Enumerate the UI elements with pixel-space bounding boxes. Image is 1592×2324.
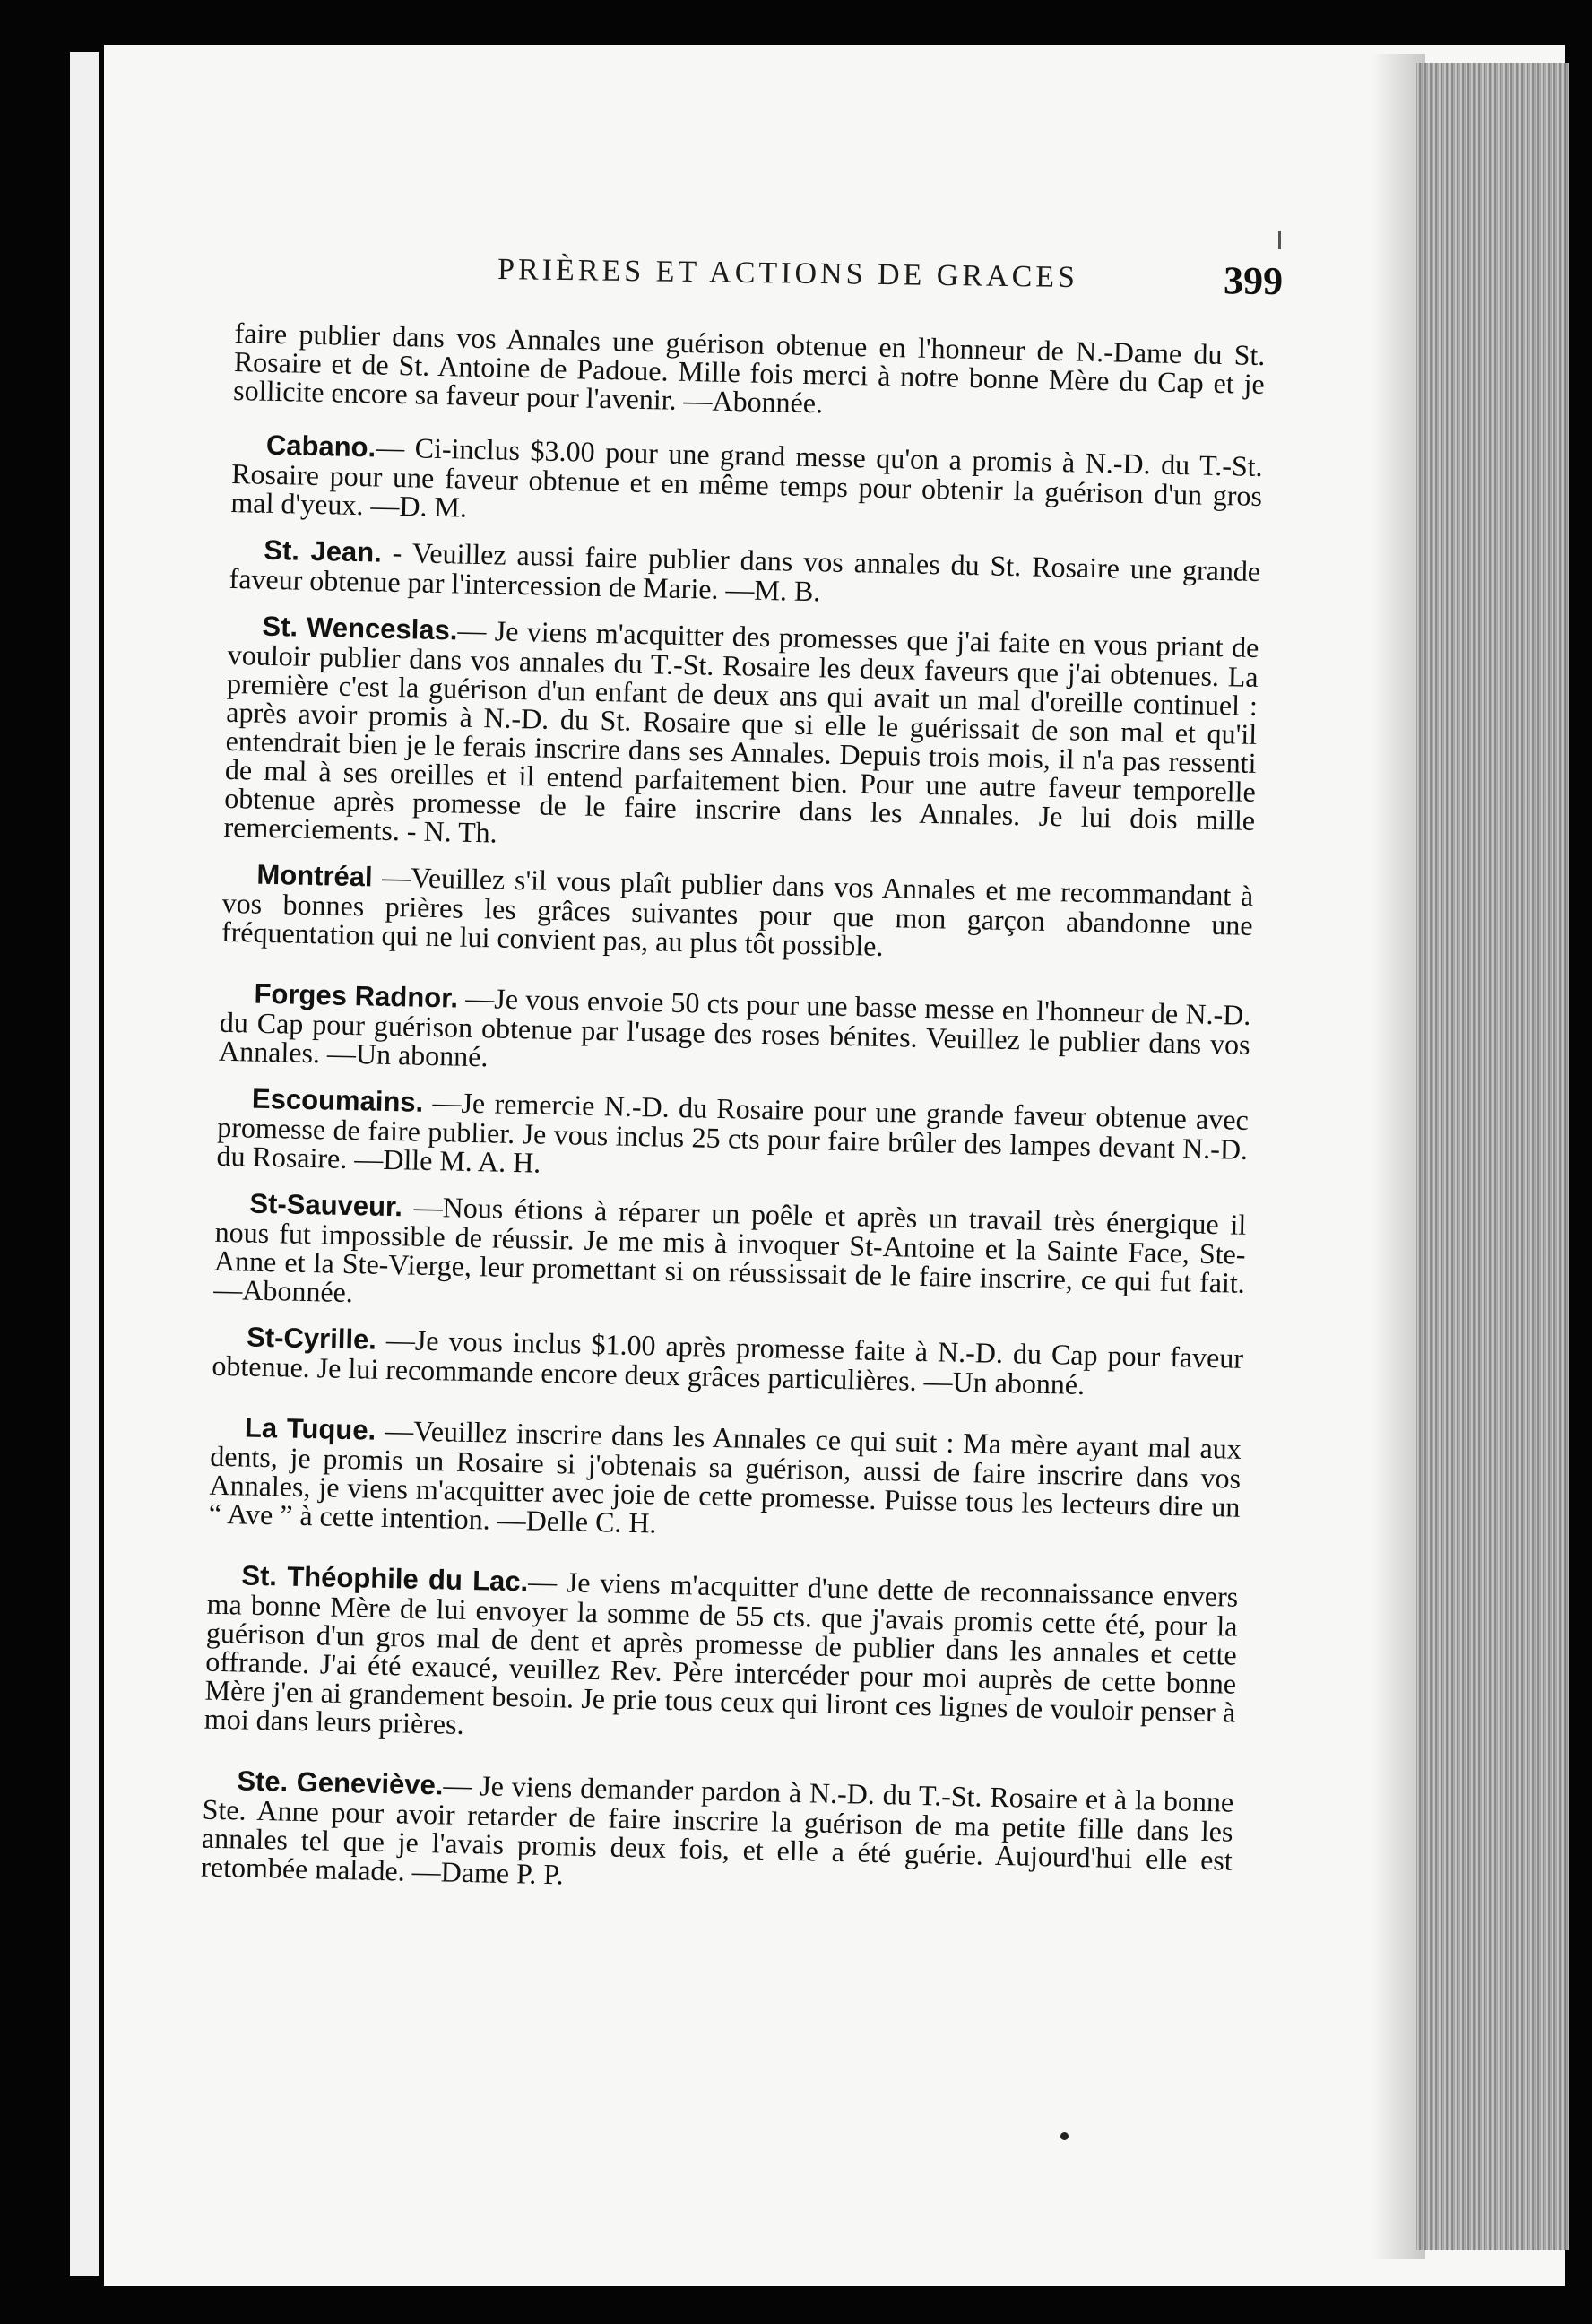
entry-text: —Je vous envoie 50 cts pour une basse messe en l'honneur de N.-D. du Cap pour guérison obtenue par l'usage des roses bénites. Veuillez le publier dans vos Annales. —Un abonné.	[218, 981, 1251, 1073]
entry-text: - Veuillez aussi faire publier dans vos annales du St. Rosaire une grande faveur obtenue par l'intercession de Marie. —M. B.	[229, 535, 1261, 608]
entry-place: St-Cyrille.	[246, 1321, 377, 1356]
entry-place: St. Théophile du Lac.	[241, 1559, 529, 1598]
page-number: 399	[1223, 258, 1284, 304]
entry-st-theophile-du-lac	[204, 1560, 1239, 1756]
entry-text: faire publier dans vos Annales une guérison obtenue en l'honneur de N.-Dame du St. Rosaire et de St. Antoine de Padoue. Mille fois merci à notre bonne Mère du Cap et je sollicite encore sa faveur pour l'avenir. —Abonnée.	[232, 317, 1266, 420]
entry-place: St. Jean.	[263, 533, 383, 568]
entry-text: — Je viens demander pardon à N.-D. du T.-St. Rosaire et à la bonne Ste. Anne pour avoir retarder de faire inscrire la guérison de ma petite fille dans les annales tel que je l'avais promis deux fois, et elle a été guérie. Aujourd'hui elle est retombée malade. —Dame P. P.	[200, 1768, 1234, 1891]
entry-text: —Je vous inclus $1.00 après promesse faite à N.-D. du Cap pour faveur obtenue. Je lui recommande encore deux grâces particulières. —Un abonné.	[212, 1322, 1244, 1400]
running-title: PRIÈRES ET ACTIONS DE GRACES	[497, 252, 1079, 295]
entry-text: — Je viens m'acquitter d'une dette de reconnaissance envers ma bonne Mère de lui envoyer la somme de 55 cts. que j'avais promis cette été, pour la guérison d'un gros mal de dent et après promesse de publier dans les annales et cette offrande. J'ai été exaucé, veuillez Rev. Père intercéder pour moi auprès de cette bonne Mère j'en ai grandement besoin. Je prie tous ceux qui liront ces lignes de vouloir penser à moi dans leurs prières.	[203, 1565, 1239, 1740]
entry-place: Ste. Geneviève.	[237, 1765, 444, 1801]
entry-text: —Je remercie N.-D. du Rosaire pour une grande faveur obtenue avec promesse de faire publier. Je vous inclus 25 cts pour faire brûler des lampes devant N.-D. du Rosaire. —Dlle M. A. H.	[216, 1085, 1250, 1179]
entry-st-wenceslas	[223, 611, 1259, 863]
entry-place: St. Wenceslas.	[262, 610, 458, 646]
left-page-edge	[70, 52, 99, 2276]
margin-mark	[1278, 231, 1281, 249]
page-header	[497, 247, 1284, 312]
entry-ste-genevieve	[201, 1765, 1234, 1903]
entry-text: — Ci-inclus $3.00 pour une grand messe qu'on a promis à N.-D. du T.-St. Rosaire pour une faveur obtenue et en même temps pour obtenir la guérison d'un gros mal d'yeux. —D. M.	[230, 430, 1264, 524]
entry-la-tuque	[209, 1412, 1242, 1550]
entry-place: Montréal	[256, 858, 374, 893]
entry-text: —Veuillez s'il vous plaît publier dans vos Annales et me recommandant à vos bonnes prières les grâces suivantes pour que mon garçon abandonne une fréquentation qui ne lui convient pas, au plus tôt possible.	[221, 860, 1254, 962]
entry-place: La Tuque.	[244, 1411, 376, 1446]
body-text	[201, 318, 1266, 1903]
entry-place: Forges Radnor.	[254, 977, 459, 1014]
entry-place: Cabano.	[265, 429, 376, 464]
entry-place: Escoumains.	[251, 1082, 424, 1118]
page-stack-edge	[1416, 63, 1569, 2250]
ink-dot	[1060, 2132, 1069, 2140]
entry-text: — Je viens m'acquitter des promesses que j'ai faite en vous priant de vouloir publier dans vos annales du T.-St. Rosaire les deux faveurs que j'ai obtenues. La première c'est la guérison d'un enfant de deux ans qui avait un mal d'oreille continuel : après avoir promis à N.-D. du St. Rosaire que si elle le guérissait de son mal et qu'il entendrait bien je le ferais inscrire dans ses Annales. Depuis trois mois, il n'a pas ressenti de mal à ses oreilles et il entend parfaitement bien. Pour une autre faveur temporelle obtenue après promesse de le faire inscrire dans les Annales. Je lui dois mille remerciements. - N. Th.	[223, 613, 1259, 849]
entry-text: —Nous étions à réparer un poêle et après un travail très énergique il nous fut impossible de réussir. Je me mis à invoquer St-Antoine et la Sainte Face, Ste-Anne et la Ste-Vierge, leur promettant si on réussissait de le faire inscrire, ce qui fut fait. —Abonnée.	[212, 1190, 1247, 1309]
entry-text: —Veuillez inscrire dans les Annales ce qui suit : Ma mère ayant mal aux dents, je promis un Rosaire si j'obtenais sa guérison, aussi de faire inscrire dans vos Annales, je viens m'acquitter avec joie de cette promesse. Puisse tous les lecteurs dire un “ Ave ” à cette intention. —Delle C. H.	[208, 1413, 1242, 1539]
entry-st-sauveur	[213, 1188, 1247, 1326]
entry-place: St-Sauveur.	[249, 1187, 403, 1223]
